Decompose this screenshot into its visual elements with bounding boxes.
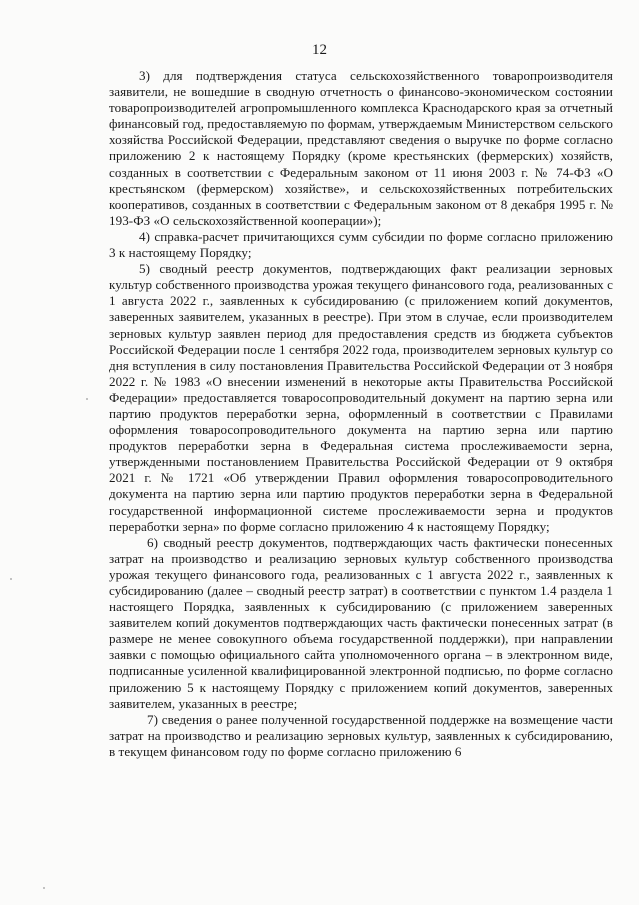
paragraph-item-7: 7) сведения о ранее полученной государственной поддержке на возмещение части затрат на производство и реализацию зерновых культур, заявленных к субсидированию, в текущем финансовом году по форме согласно приложению 6 [109, 711, 613, 759]
paragraph-item-4: 4) справка-расчет причитающихся сумм субсидии по форме согласно приложению 3 к настоящему Порядку; [109, 228, 613, 261]
document-body [109, 68, 613, 760]
scan-speck [86, 398, 88, 400]
paragraph-item-6: 6) сводный реестр документов, подтверждающих часть фактически понесенных затрат на производство и реализацию зерновых культур собственного производства урожая текущего финансового года, реализованных с 1 августа 2022 г., заявленных к субсидированию (далее – сводный реестр затрат) в соответствии с пунктом 1.4 раздела 1 настоящего Порядка, заявленных к субсидированию (с приложением заверенных заявителем копий документов подтверждающих часть фактически понесенных затрат (в размере не менее совокупного объема государственной поддержки), при направлении заявки с помощью официального сайта уполномоченного органа – в электронном виде, подписанные усиленной квалифицированной электронной подписью, по форме согласно приложению 5 к настоящему Порядку с приложением копий документов, заверенных заявителем, указанных в реестре; [109, 534, 613, 711]
scan-speck [43, 887, 45, 889]
page-number: 12 [312, 42, 327, 58]
paragraph-item-5: 5) сводный реестр документов, подтверждающих факт реализации зерновых культур собственного производства урожая текущего финансового года, реализованных с 1 августа 2022 г., заявленных к субсидированию (с приложением копий документов, заверенных заявителем, указанных в реестре). При этом в случае, если производителем зерновых культур заявлен период для предоставления средств из бюджета субъектов Российской Федерации после 1 сентября 2022 года, производителем зерновых культур со дня вступления в силу постановления Правительства Российской Федерации от 3 ноября 2022 г. № 1983 «О внесении изменений в некоторые акты Правительства Российской Федерации» предоставляется товаросопроводительный документ на партию зерна или партию продуктов переработки зерна, оформленный в соответствии с Правилами оформления товаросопроводительного документа на партию зерна или партию продуктов переработки зерна в Федеральная система прослеживаемости зерна, утвержденными постановлением Правительства Российской Федерации от 9 октября 2021 г. № 1721 «Об утверждении Правил оформления товаросопроводительного документа на партию зерна или партию продуктов переработки зерна в Федеральной государственной информационной системе прослеживаемости зерна и продуктов переработки зерна» по форме согласно приложению 4 к настоящему Порядку; [109, 261, 613, 534]
paragraph-item-3: 3) для подтверждения статуса сельскохозяйственного товаропроизводителя заявители, не вошедшие в сводную отчетность о финансово-экономическом состоянии товаропроизводителей агропромышленного комплекса Краснодарского края за отчетный финансовый год, предоставляемую по формам, утверждаемым Министерством сельского хозяйства Российской Федерации, представляют сведения о выручке по форме согласно приложению 2 к настоящему Порядку (кроме крестьянских (фермерских) хозяйств, созданных в соответствии с Федеральным законом от 11 июня 2003 г. № 74-ФЗ «О крестьянском (фермерском) хозяйстве», и сельскохозяйственных потребительских кооперативов, созданных в соответствии с Федеральным законом от 8 декабря 1995 г. № 193-ФЗ «О сельскохозяйственной кооперации»); [109, 68, 613, 228]
scan-speck [10, 578, 12, 580]
